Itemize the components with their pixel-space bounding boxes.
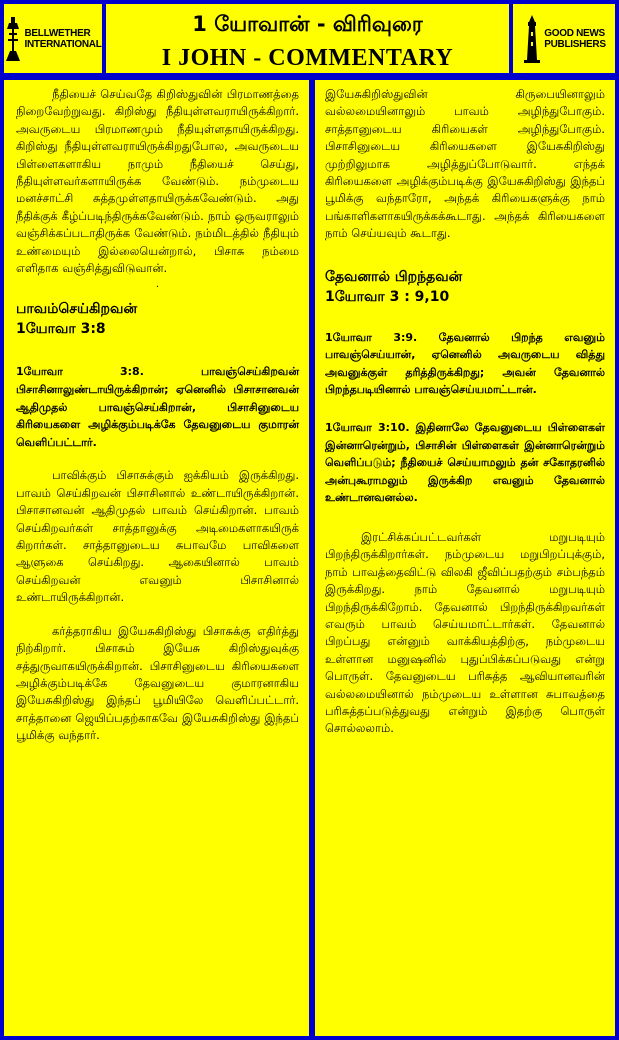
paragraph: இயேசுகிறிஸ்துவின் கிருபையினாலும் வல்லமையினாலும் பாவம் அழிந்துபோகும். சாத்தானுடைய கிரியைகள் அழிந்துபோகும். பிசாசினுடைய கிரியைகளை இயேசுகிறிஸ்து முற்றிலுமாக அழித்துப்போடுவார். எந்தக் கிரியைகளை அழிக்கும்படிக்கு இயேசுகிறிஸ்து இந்தப் பூமிக்கு வந்தாரோ, அந்தக் கிரியைகளுக்கு நாம் பங்காளிகளாகயிருக்கக்கூடாது. அந்தக் கிரியைகளை நாம் செய்யவும் கூடாது. xyxy=(325,87,605,241)
paragraph: இரட்சிக்கப்பட்டவர்கள் மறுபடியும் பிறந்திருக்கிறார்கள். நம்முடைய மறுபிறப்புக்கும், நாம் பாவத்தைவிட்டு விலகி ஜீவிப்பதற்கும் சம்பந்தம் இருக்கிறது. நாம் தேவனால் மறுபடியும் பிறந்திருக்கிறோம். தேவனால் பிறந்திருக்கிறவர்கள் எவரும் பாவம் செய்யமாட்டார்கள். தேவனால் பிறப்பது என்னும் வாக்கியத்திற்கு, நம்முடைய உள்ளான மனுஷனில் புதுப்பிக்கப்படுவது என்று பொருள். தேவனுடைய பரிசுத்த ஆவியானவரின் வல்லமையினால் நம்முடைய உள்ளான சுபாவத்தை பரிசுத்தப்படுத்துவது என்றும் இதற்கு பொருள் சொல்லலாம். xyxy=(325,530,605,736)
scripture-verse: 1யோவா 3:10. இதினாலே தேவனுடைய பிள்ளைகள் இன்னாரென்றும், பிசாசின் பிள்ளைகள் இன்னாரென்றும் வெளிப்படும்; நீதியைச் செய்யாமலும் தன் சகோதரனில் அன்புகூராமலும் இருக்கிற எவனும் தேவனால் உண்டானவனல்ல. xyxy=(325,421,605,505)
title-banner xyxy=(106,4,509,73)
good-news-logo-text: GOOD NEWS PUBLISHERS xyxy=(544,27,606,50)
right-column xyxy=(315,80,615,1036)
section-heading-reference: 1யோவா 3 : 9,10 xyxy=(325,288,450,305)
section-heading-title: தேவனால் பிறந்தவன் xyxy=(325,268,463,285)
page-title-english: I JOHN - COMMENTARY xyxy=(161,45,454,71)
good-news-logo xyxy=(513,4,615,73)
bellwether-logo xyxy=(4,4,102,73)
paragraph: நீதியைச் செய்வதே கிறிஸ்துவின் பிரமாணத்தை நிறைவேற்றுவது. கிறிஸ்து நீதியுள்ளவராயிருக்கிறார். அவருடைய பிரமாணமும் நீதியுள்ளதாயிருக்கிறது. கிறிஸ்து நீதியுள்ளவராயிருக்கிறதுபோல, அவருடைய பிள்ளைகளாகிய நாமும் நீதியைச் செய்து, நீதியுள்ளவர்களாயிருக்க வேண்டும். நம்முடைய மனச்சாட்சி சுத்தமுள்ளதாயிருக்கவேண்டும். அது நீதிக்குக் கீழ்ப்படிந்திருக்கவேண்டும். நாம் ஒருவராலும் வஞ்சிக்கப்படாதிருக்க வேண்டும். நம்மிடத்தில் நீதியும் உண்மையும் இல்லையென்றால், பிசாசு நம்மை எளிதாக வஞ்சித்துவிடுவான். xyxy=(16,87,299,276)
lamp-icon xyxy=(4,15,22,63)
left-column xyxy=(4,80,309,1036)
scripture-verse: 1யோவா 3:8. பாவஞ்செய்கிறவன் பிசாசினாலுண்டாயிருக்கிறான்; ஏனெனில் பிசாசானவன் ஆதிமுதல் பாவஞ்செய்கிறான், பிசாசினுடைய கிரியைகளை அழிக்கும்படிக்கே தேவனுடைய குமாரன் வெளிப்பட்டார். xyxy=(16,365,299,449)
bellwether-logo-text: BELLWETHER INTERNATIONAL xyxy=(24,27,102,50)
paragraph: பாவிக்கும் பிசாசுக்கும் ஐக்கியம் இருக்கிறது. பாவம் செய்கிறவன் பிசாசினால் உண்டாயிருக்கிறான். பிசாசானவன் ஆதிமுதல் பாவம் செய்கிறான். பாவம் செய்கிறவர்கள் சாத்தானுக்கு அடிமைகளாகயிருக் கிறார்கள். சாத்தானுடைய சுபாவமே பாவிகளை ஆளுகை செய்கிறது. ஆகையினால் பாவம் செய்கிறவன் எவனும் பிசாசினால் உண்டாயிருக்கிறான். xyxy=(16,468,299,605)
paragraph: கர்த்தராகிய இயேசுகிறிஸ்து பிசாசுக்கு எதிர்த்து நிற்கிறார். பிசாசும் இயேசு கிறிஸ்துவுக்கு சத்துருவாகயிருக்கிறான். பிசாசினுடைய கிரியைகளை அழிக்கும்படிக்கே தேவனுடைய குமாரனாகிய இயேசுகிறிஸ்து இந்தப் பூமியிலே வெளிப்பட்டார். சாத்தானை ஜெயிப்பதற்காகவே இயேசுகிறிஸ்து இந்தப் பூமிக்கு வந்தார். xyxy=(16,623,299,743)
stray-dot: . xyxy=(155,279,160,291)
page-title-tamil: 1 யோவான் - விரிவுரை xyxy=(192,12,423,36)
section-heading-reference: 1யோவா 3:8 xyxy=(16,321,106,338)
tower-icon xyxy=(522,14,542,64)
section-heading-title: பாவம்செய்கிறவன் xyxy=(16,301,138,318)
scripture-verse: 1யோவா 3:9. தேவனால் பிறந்த எவனும் பாவஞ்செய்யான், ஏனெனில் அவருடைய வித்து அவனுக்குள் தரித்திருக்கிறது; அவன் தேவனால் பிறந்தபடியினால் பாவஞ்செய்யமாட்டான். xyxy=(325,330,605,397)
